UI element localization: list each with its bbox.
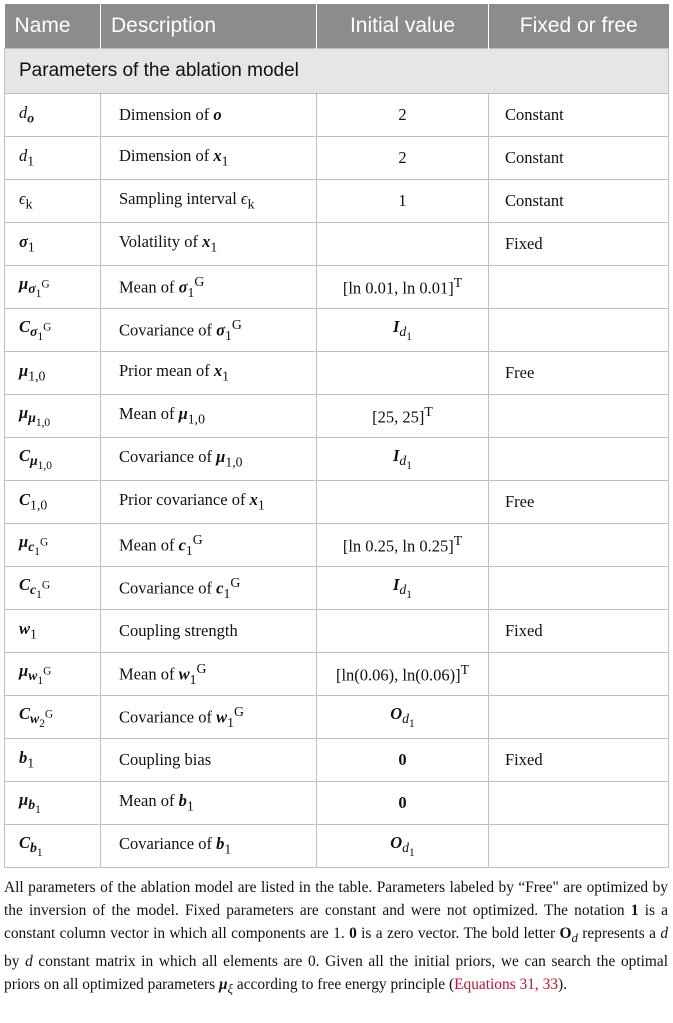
header-fixed-or-free: Fixed or free [489, 4, 669, 49]
param-initial-value-cell [317, 610, 489, 653]
param-name-cell: $C_{1,0}$ [5, 481, 101, 524]
table-row [5, 610, 669, 653]
table-row [5, 567, 669, 610]
table-row [5, 94, 669, 137]
param-initial-value-cell: [ln(0.06), ln(0.06)]$^T$ [317, 653, 489, 696]
caption-symbol: 0 [349, 925, 357, 942]
param-description-cell: Dimension of $x_1$ [101, 137, 317, 180]
param-initial-value-cell: $I_{d_1}$ [317, 309, 489, 352]
param-name-cell: $C_{b_1}$ [5, 825, 101, 868]
param-description-cell: Mean of $c_1^G$ [101, 524, 317, 567]
caption-text: All parameters of the ablation model are listed in the table. Parameters labeled by “Free" are optimized by the inversion of the model. Fixed parameters are constant and were not optimized. The notation [4, 879, 668, 919]
param-description-cell: Prior mean of $x_1$ [101, 352, 317, 395]
section-title: Parameters of the ablation model [5, 49, 669, 94]
caption-symbol: μ [218, 976, 228, 994]
param-description-cell: Mean of $b_1$ [101, 782, 317, 825]
table-row [5, 653, 669, 696]
param-fixed-free-cell [489, 524, 669, 567]
param-description-cell: Covariance of $w_1^G$ [101, 696, 317, 739]
param-initial-value-cell: [ln 0.01, ln 0.01]$^T$ [317, 266, 489, 309]
param-initial-value-cell: [ln 0.25, ln 0.25]$^T$ [317, 524, 489, 567]
section-row [5, 49, 669, 94]
param-description-cell: Covariance of $\sigma_1^G$ [101, 309, 317, 352]
caption-text: according to free energy principle ( [233, 976, 455, 994]
param-fixed-free-cell [489, 653, 669, 696]
param-description-cell: Mean of $\sigma_1^G$ [101, 266, 317, 309]
param-name-cell: $C_{w_2^G}$ [5, 696, 101, 739]
table-row [5, 481, 669, 524]
param-initial-value-cell: $O_{d_1}$ [317, 825, 489, 868]
caption-symbol: 1 [630, 902, 639, 919]
param-description-cell: Coupling strength [101, 610, 317, 653]
table-row [5, 223, 669, 266]
param-initial-value-cell: 2 [317, 137, 489, 180]
caption-symbol: O [559, 925, 572, 942]
param-fixed-free-cell: Fixed [489, 739, 669, 782]
param-initial-value-cell [317, 352, 489, 395]
param-name-cell: $d_1$ [5, 137, 101, 180]
table-row [5, 438, 669, 481]
param-name-cell: $w_1$ [5, 610, 101, 653]
param-initial-value-cell [317, 481, 489, 524]
param-description-cell: Covariance of $b_1$ [101, 825, 317, 868]
param-description-cell: Covariance of $c_1^G$ [101, 567, 317, 610]
param-description-cell: Prior covariance of $x_1$ [101, 481, 317, 524]
table-row [5, 696, 669, 739]
param-fixed-free-cell [489, 782, 669, 825]
param-name-cell: $\mu_{1,0}$ [5, 352, 101, 395]
param-initial-value-cell: 0 [317, 782, 489, 825]
table-caption [4, 876, 668, 1001]
param-fixed-free-cell [489, 825, 669, 868]
param-description-cell: Sampling interval $\epsilon_k$ [101, 180, 317, 223]
param-name-cell: $\mu_{\mu_{1,0}}$ [5, 395, 101, 438]
param-fixed-free-cell: Free [489, 481, 669, 524]
param-name-cell: $b_1$ [5, 739, 101, 782]
caption-text: is a constant column vector in which all components are 1. [4, 902, 668, 942]
param-description-cell: Coupling bias [101, 739, 317, 782]
table-row [5, 825, 669, 868]
param-fixed-free-cell [489, 696, 669, 739]
param-fixed-free-cell: Fixed [489, 610, 669, 653]
param-initial-value-cell: 0 [317, 739, 489, 782]
caption-symbol: d [25, 953, 33, 971]
param-fixed-free-cell [489, 266, 669, 309]
header-description: Description [101, 4, 317, 49]
param-name-cell: $\sigma_1$ [5, 223, 101, 266]
param-name-cell: $C_{c_1^G}$ [5, 567, 101, 610]
param-initial-value-cell: $I_{d_1}$ [317, 438, 489, 481]
header-initial-value: Initial value [317, 4, 489, 49]
caption-symbol: d [660, 925, 669, 942]
param-name-cell: $\mu_{b_1}$ [5, 782, 101, 825]
param-description-cell: Mean of $\mu_{1,0}$ [101, 395, 317, 438]
param-fixed-free-cell: Constant [489, 94, 669, 137]
param-description-cell: Mean of $w_1^G$ [101, 653, 317, 696]
parameters-table [4, 4, 669, 868]
param-description-cell: Volatility of $x_1$ [101, 223, 317, 266]
table-header-row [5, 4, 669, 49]
param-initial-value-cell: [25, 25]$^T$ [317, 395, 489, 438]
header-name: Name [5, 4, 101, 49]
param-fixed-free-cell: Fixed [489, 223, 669, 266]
param-description-cell: Covariance of $\mu_{1,0}$ [101, 438, 317, 481]
param-fixed-free-cell [489, 567, 669, 610]
param-fixed-free-cell [489, 309, 669, 352]
param-fixed-free-cell: Free [489, 352, 669, 395]
caption-text: represents a [577, 925, 661, 942]
caption-text: constant matrix in which all elements are 0. Given all the initial priors, we can search the optimal priors on all optimized parameters [4, 953, 668, 994]
table-row [5, 180, 669, 223]
param-initial-value-cell: 1 [317, 180, 489, 223]
param-fixed-free-cell: Constant [489, 137, 669, 180]
param-fixed-free-cell: Constant [489, 180, 669, 223]
caption-text: by [4, 953, 26, 971]
param-name-cell: $\epsilon_k$ [5, 180, 101, 223]
caption-text: ). [558, 976, 567, 994]
document-page [4, 4, 668, 1017]
table-row [5, 352, 669, 395]
param-name-cell: $d_o$ [5, 94, 101, 137]
param-name-cell: $\mu_{\sigma_1^G}$ [5, 266, 101, 309]
caption-symbol: d [571, 931, 578, 946]
caption-text: is a zero vector. The bold letter [356, 925, 560, 942]
table-row [5, 137, 669, 180]
param-name-cell: $\mu_{c_1^G}$ [5, 524, 101, 567]
param-initial-value-cell [317, 223, 489, 266]
param-initial-value-cell: $O_{d_1}$ [317, 696, 489, 739]
table-row [5, 266, 669, 309]
param-initial-value-cell: $I_{d_1}$ [317, 567, 489, 610]
param-fixed-free-cell [489, 438, 669, 481]
table-row [5, 524, 669, 567]
param-fixed-free-cell [489, 395, 669, 438]
param-description-cell: Dimension of o [101, 94, 317, 137]
param-name-cell: $C_{\mu_{1,0}}$ [5, 438, 101, 481]
table-row [5, 782, 669, 825]
table-row [5, 309, 669, 352]
param-initial-value-cell: 2 [317, 94, 489, 137]
equations-link[interactable]: Equations 31, 33 [454, 976, 559, 994]
param-name-cell: $C_{\sigma_1^G}$ [5, 309, 101, 352]
caption-symbol: ξ [227, 982, 234, 997]
table-row [5, 395, 669, 438]
table-row [5, 739, 669, 782]
param-name-cell: $\mu_{w_1^G}$ [5, 653, 101, 696]
